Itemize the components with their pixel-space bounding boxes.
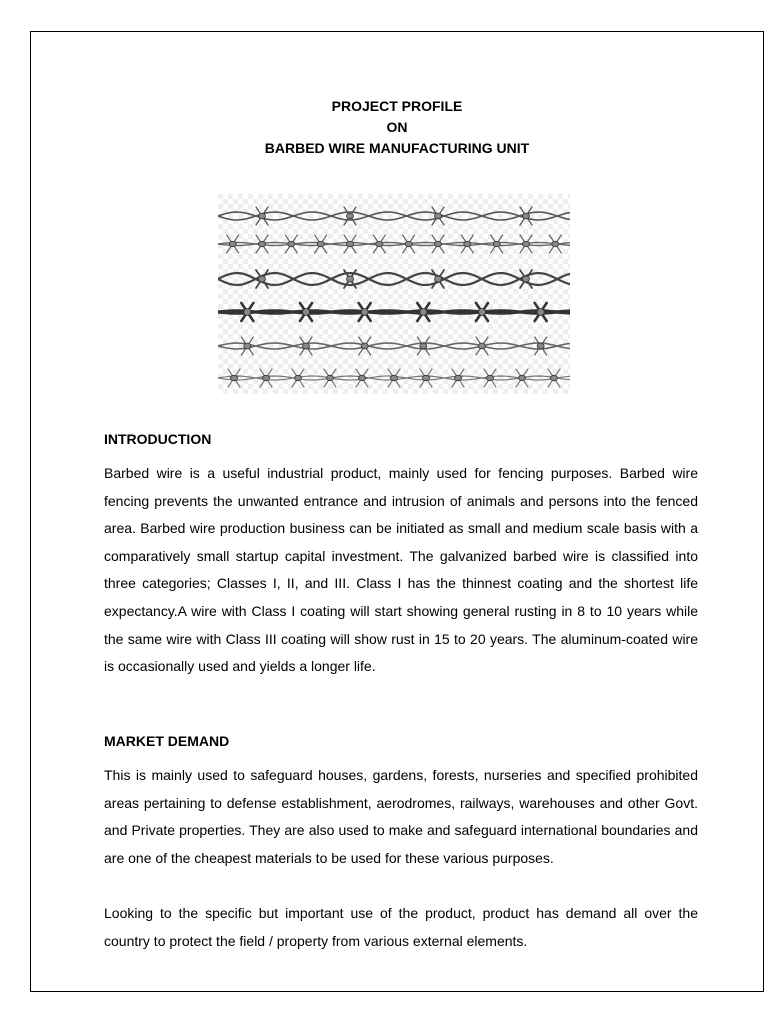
wire-barb-knot [259, 213, 266, 219]
wire-barb-knot [391, 375, 398, 380]
wire-barb-knot [259, 241, 266, 247]
wire-barb-knot [435, 276, 442, 282]
wire-barb-knot [464, 241, 471, 247]
wire-barb-knot [361, 309, 368, 316]
wire-barb-knot [479, 309, 486, 316]
wire-barb-knot [420, 309, 427, 316]
wire-barb-knot [537, 309, 544, 316]
wire-barb-knot [493, 241, 500, 247]
wire-barb-knot [523, 276, 530, 282]
wire-barb-knot [523, 241, 530, 247]
wire-barb-knot [435, 213, 442, 219]
wire-barb-knot [263, 375, 270, 380]
wire-barb-knot [405, 241, 412, 247]
title-line-2: ON [386, 119, 408, 135]
wire-barb-knot [435, 241, 442, 247]
section-heading-market-demand: MARKET DEMAND [104, 733, 230, 749]
wire-barb-knot [551, 375, 558, 380]
title-line-3: BARBED WIRE MANUFACTURING UNIT [264, 140, 530, 156]
wire-barb-knot [361, 343, 368, 349]
wire-barb-knot [303, 343, 310, 349]
wire-barb-knot [295, 375, 302, 380]
wire-barb-knot [455, 375, 462, 380]
page-title [31, 96, 763, 159]
barbed-wire-image [218, 194, 570, 394]
wire-barb-knot [327, 375, 334, 380]
wire-barb-knot [347, 213, 354, 219]
document-page [30, 31, 764, 992]
introduction-paragraph: Barbed wire is a useful industrial product, mainly used for fencing purposes. Barbed wire fencing prevents the unwanted entrance and intrusion of animals and persons into the fenced area. Barbed wire production business can be initiated as small and medium scale basis with a comparatively small startup capital investment. The galvanized barbed wire is classified into three categories; Classes I, II, and III. Class I has the thinnest coating and the shortest life expectancy.A wire with Class I coating will start showing general rusting in 8 to 10 years while the same wire with Class III coating will show rust in 15 to 20 years. The aluminum-coated wire is occasionally used and yields a longer life. [104, 465, 698, 675]
wire-barb-knot [523, 213, 530, 219]
wire-barb-knot [552, 241, 559, 247]
wire-barb-knot [303, 309, 310, 316]
market-demand-paragraph-1: This is mainly used to safeguard houses, gardens, forests, nurseries and specified prohibited areas pertaining to defense establishment, aerodromes, railways, warehouses and other Govt. and Private properties. They are also used to make and safeguard international boundaries and are one of the cheapest materials to be used for these various purposes. [104, 767, 698, 866]
wire-barb-knot [244, 309, 251, 316]
wire-barb-knot [259, 276, 266, 282]
section-heading-introduction: INTRODUCTION [104, 431, 212, 447]
title-line-1: PROJECT PROFILE [331, 98, 463, 114]
wire-barb-knot [244, 343, 251, 349]
wire-barb-knot [347, 276, 354, 282]
wire-barb-knot [317, 241, 324, 247]
wire-barb-knot [487, 375, 494, 380]
wire-barb-knot [423, 375, 430, 380]
wire-barb-knot [347, 241, 354, 247]
wire-barb-knot [479, 343, 486, 349]
wire-barb-knot [288, 241, 295, 247]
wire-barb-knot [537, 343, 544, 349]
wire-barb-knot [519, 375, 526, 380]
wire-barb-knot [420, 343, 427, 349]
wire-barb-knot [231, 375, 238, 380]
wire-barb-knot [376, 241, 383, 247]
wire-barb-knot [359, 375, 366, 380]
market-demand-paragraph-2: Looking to the specific but important use of the product, product has demand all over the country to protect the field / property from various external elements. [104, 905, 698, 949]
wire-barb-knot [229, 241, 236, 247]
